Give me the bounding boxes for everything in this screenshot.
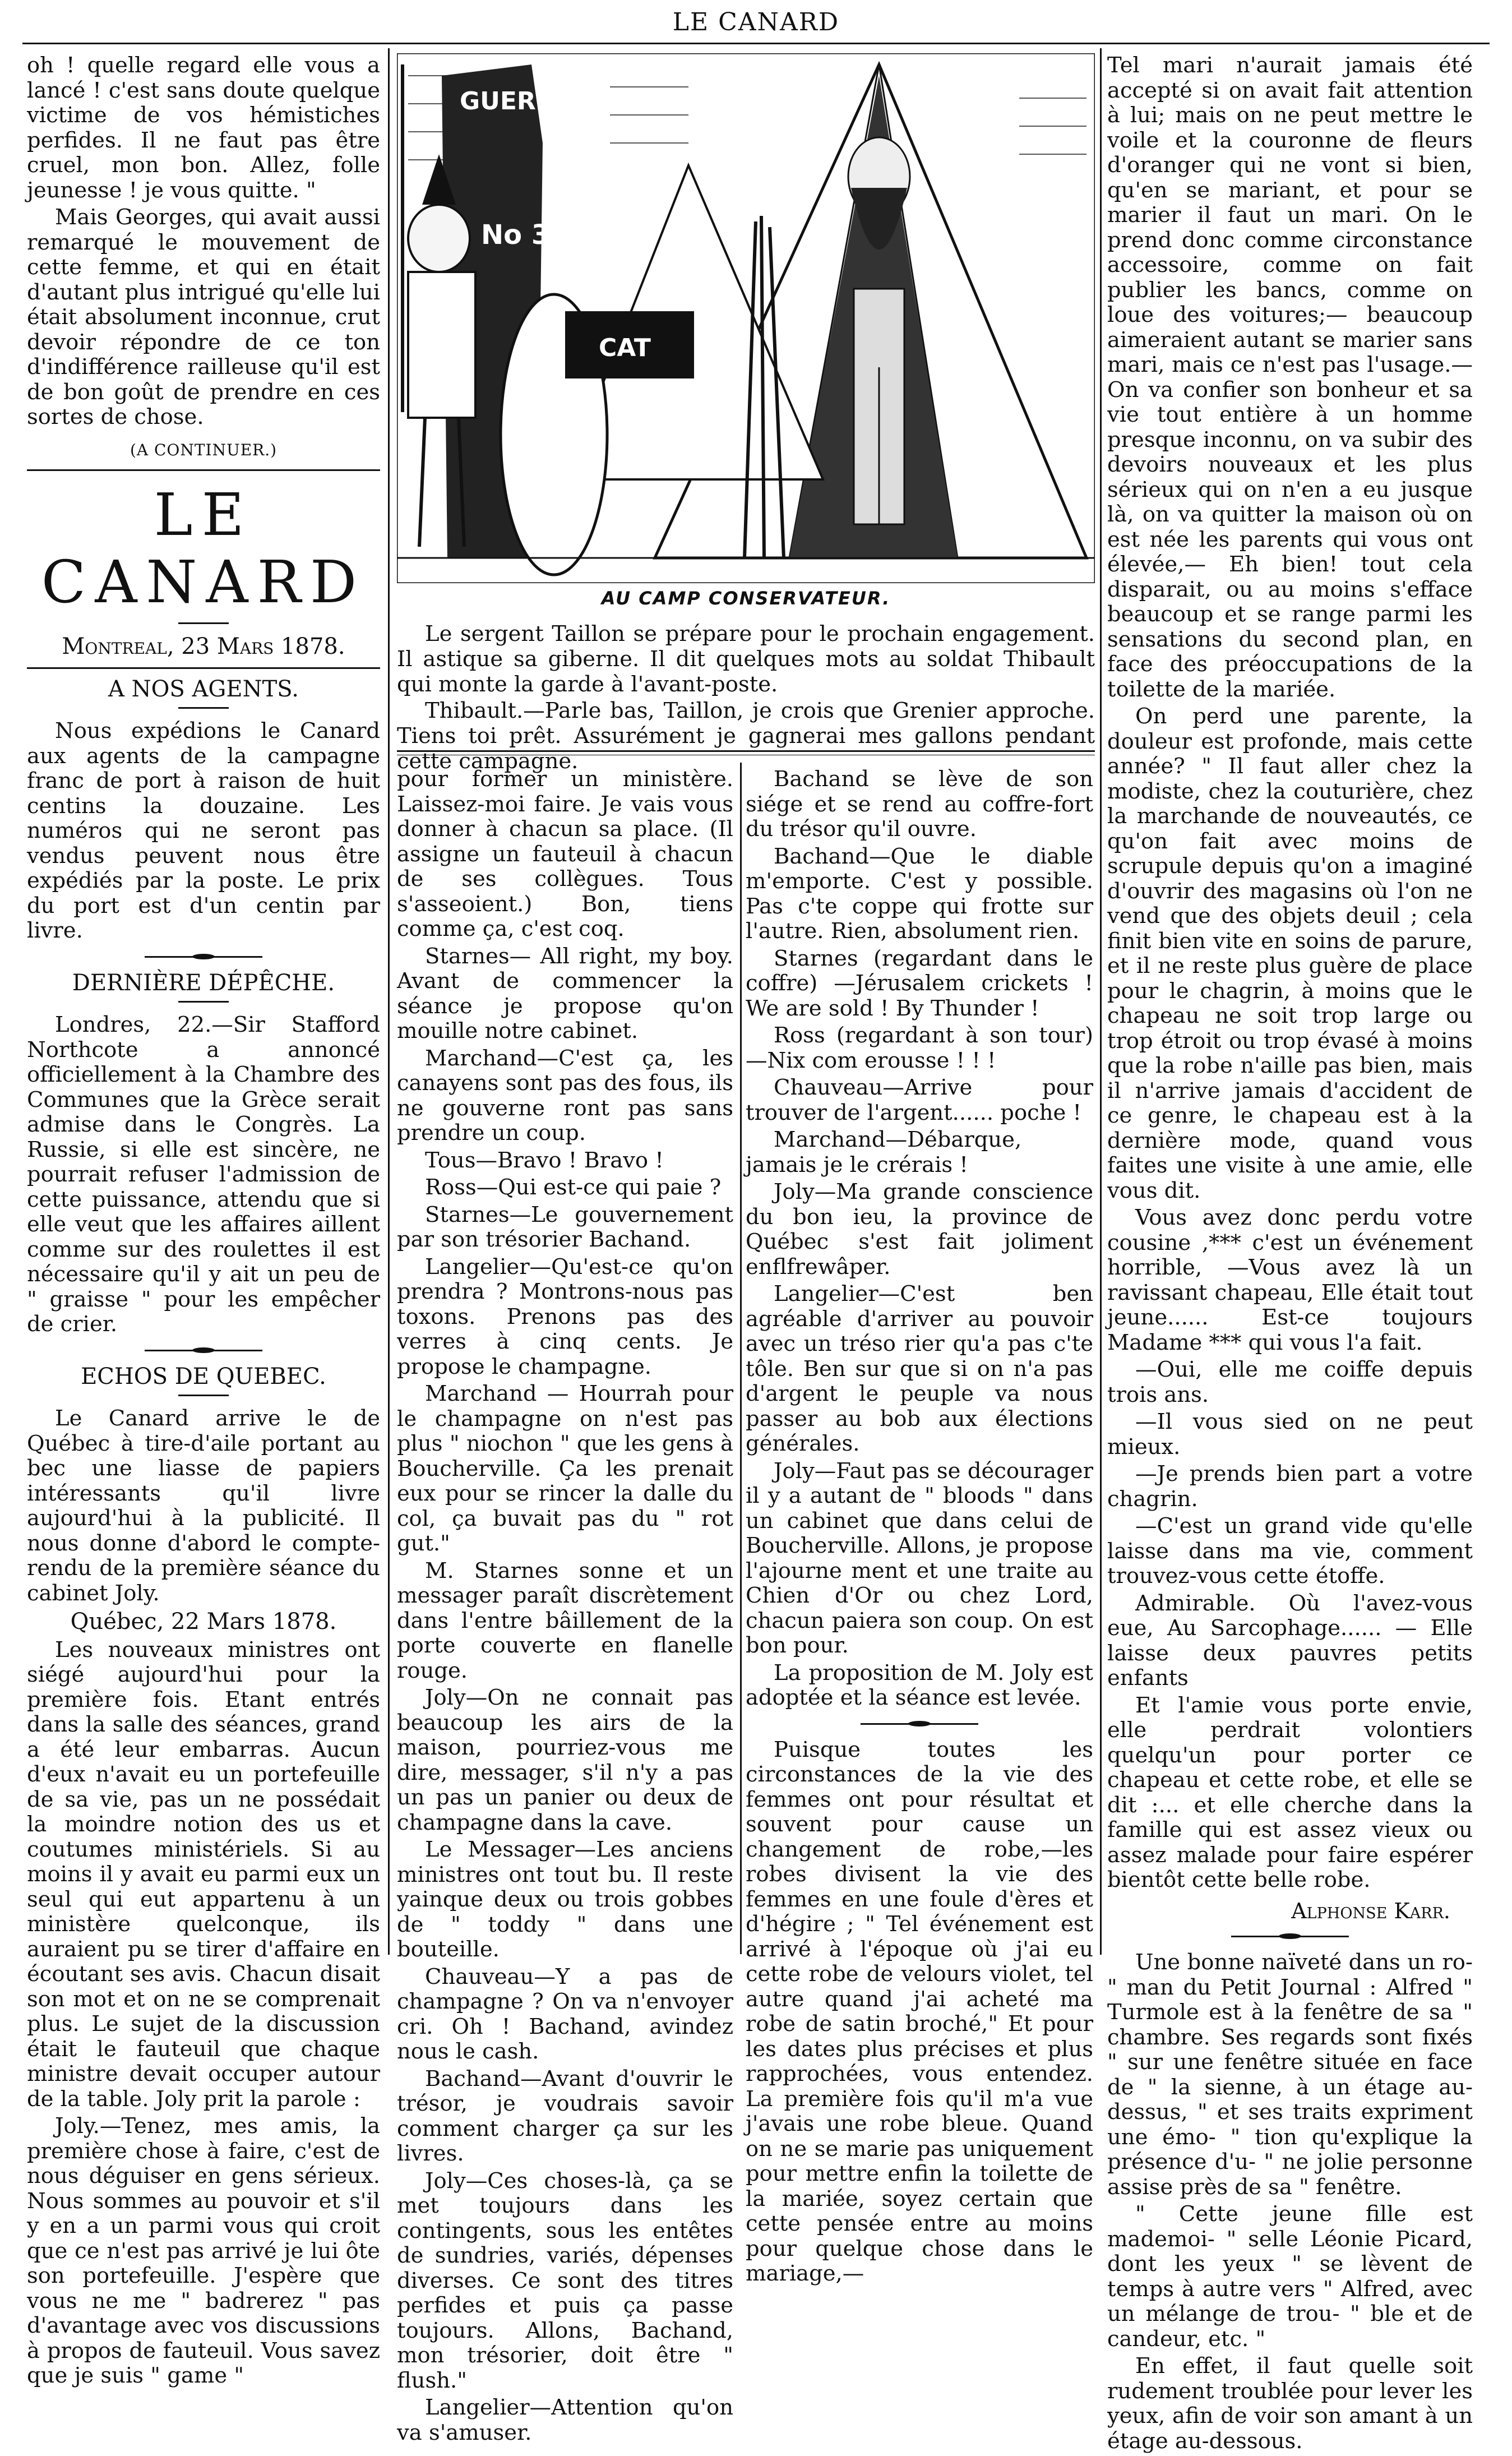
left-column	[27, 53, 380, 2391]
naivete-paragraph: En effet, il faut quelle soit rudement troublée pour lever les yeux, afin de voir son amant à un étage au-dessous.	[1107, 2353, 1473, 2454]
echos-paragraph: Joly.—Tenez, mes amis, la première chose à faire, c'est de nous déguiser en gens sérieux. Nous sommes au pouvoir et s'il y en a un parmi vous qui croit que ce n'est pas arrivé je lui ôte son portefeuille. J'espère que vous ne me " badrerez " pas d'avantage avec vos discussions à propos de fauteuil. Vous savez que je suis " game "	[27, 2113, 380, 2388]
dialogue-paragraph: Starnes (regardant dans le coffre) —Jérusalem crickets ! We are sold ! By Thunder !	[746, 945, 1093, 1021]
naivete-paragraph: Une bonne naïveté dans un ro- " man du Petit Journal : Alfred " Turmole est à la fenêtre de sa " chambre. Ses regards sont fixés " sur une fenêtre située en face de " la sienne, à un étage au-dessus, " et ses traits expriment une émo- " tion qu'explique la présence d'u- " ne jolie personne assise près de sa " fenêtre.	[1107, 1950, 1473, 2200]
camp-illustration	[397, 53, 1095, 583]
ornament-rule	[145, 1349, 262, 1352]
robes-paragraph: Puisque toutes les circonstances de la vie des femmes ont pour résultat et souvent pour cause un changement de robe,—les robes divisent la vie des femmes en une foule d'ères et d'hégire ; " Tel événement est arrivé à l'époque où j'ai eu cette robe de velours violet, tel autre quand j'ai acheté ma robe de satin broché," Et pour les dates plus précises et plus rapprochées, vous entendez. La première fois qu'il m'a vue j'avais une robe bleue. Quand on ne se marie pas uniquement pour mettre enfin la toilette de la mariée, soyez certain que cette pensée entre au moins pour quelque chose dans le mariage,—	[746, 1737, 1093, 2286]
story-rule	[397, 750, 1095, 752]
masthead: LE CANARD	[41, 481, 366, 616]
dialogue-paragraph: Ross (regardant à son tour)—Nix com erousse ! ! !	[746, 1023, 1093, 1073]
illustration-caption: AU CAMP CONSERVATEUR.	[601, 588, 891, 609]
ornament-rule	[1231, 1935, 1349, 1938]
echos-heading: ECHOS DE QUEBEC.	[81, 1363, 326, 1389]
middle-column-1	[397, 767, 733, 2448]
dialogue-paragraph: Chauveau—Y a pas de champagne ? On va n'envoyer cri. Oh ! Bachand, avindez nous le cash.	[397, 1964, 733, 2064]
author-signature: Alphonse Karr.	[1291, 1898, 1450, 1923]
dialogue-paragraph: Joly—On ne connait pas beaucoup les airs de la maison, pourriez-vous me dire, messager, s'il n'y a pas un pas un panier ou deux de champagne dans la cave.	[397, 1685, 733, 1835]
dialogue-paragraph: Bachand—Que le diable m'emporte. C'est y possible. Pas c'te coppe qui frotte sur l'autre. Rien, absolument rien.	[746, 843, 1093, 944]
short-rule	[178, 707, 229, 709]
ornament-rule	[861, 1722, 978, 1725]
story-paragraph: Thibault.—Parle bas, Taillon, je crois que Grenier approche. Tiens toi prêt. Assurément je gagnerai mes gallons pendant cette campagne.	[397, 698, 1095, 774]
dialogue-paragraph: Marchand—Débarque, jamais je le crérais !	[746, 1127, 1022, 1178]
robes-paragraph: —Je prends bien part a votre chagrin.	[1107, 1461, 1473, 1512]
sentry-box-label: GUERITE	[460, 87, 579, 116]
section-rule	[27, 667, 380, 669]
naivete-paragraph: " Cette jeune fille est mademoi- " selle Léonie Picard, dont les yeux " se lèvent de temps à autre vers " Alfred, avec un mélange de trou- " ble et de candeur, etc. "	[1107, 2201, 1473, 2352]
dialogue-paragraph: Joly—Faut pas se décourager il y a autant de " bloods " dans un cabinet que dans celui de Boucherville. Allons, je propose l'ajourne ment et une traite au Chien d'Or ou chez Lord, chacun paiera son coup. On est bon pour.	[746, 1458, 1093, 1658]
echos-dateline: Québec, 22 Mars 1878.	[70, 1609, 337, 1635]
dialogue-paragraph: Starnes— All right, my boy. Avant de commencer la séance je propose qu'on mouille notre cabinet.	[397, 943, 733, 1044]
dialogue-paragraph: Tous—Bravo ! Bravo !	[425, 1147, 664, 1173]
right-column	[1107, 53, 1473, 2456]
echos-paragraph: Les nouveaux ministres ont siégé aujourd'hui pour la première fois. Etant entrés dans la salle des séances, grand a été leur embarras. Aucun d'eux n'avait eu un portefeuille de sa vie, pas un ne possédait la moindre notion des us et coutumes ministériels. Si au moins il y avait eu parmi eux un seul qui eut appartenu à un ministère quelconque, ils auraient pu se tirer d'affaire en écoutant ses avis. Chacun disait son mot et on ne se comprenait plus. Le sujet de la discussion était le fauteuil que chaque ministre devait occuper autour de la table. Joly prit la parole :	[27, 1637, 380, 2112]
ornament-rule	[145, 955, 262, 958]
middle-column-2	[746, 767, 1093, 2289]
dialogue-paragraph: Marchand—C'est ça, les canayens sont pas des fous, ils ne gouverne ront pas sans prendre un coup.	[397, 1045, 733, 1146]
feuilleton-text: oh ! quelle regard elle vous a lancé ! c'est sans doute quelque victime de vos hémistiches perfides. Il ne faut pas être cruel, mon bon. Allez, folle jeunesse ! je vous quitte. "	[27, 53, 380, 203]
robes-paragraph: Et l'amie vous porte envie, elle perdrait volontiers quelqu'un pour porter ce chapeau et cette robe, et elle se dit :... et elle cherche dans la famille qui est assez vieux ou assez malade pour faire espérer bientôt cette belle robe.	[1107, 1692, 1473, 1892]
running-title: LE CANARD	[672, 8, 840, 36]
robes-paragraph: On perd une parente, la douleur est profonde, mais cette année? " Il faut aller chez la modiste, chez la couturière, chez la marchande de nouveautés, ce qu'on fait avec moins de scrupule depuis qu'on a imaginé d'ouvrir des magasins où l'on ne vend que des objets deuil ; cela finit bien vite en soins de parure, et il ne reste plus guère de place pour le chagrin, à moins que le chapeau ne soit trop large ou trop étroit ou trop évasé à moins que la robe n'aille pas bien, mais il n'arrive jamais d'accident de ce genre, le chapeau est à la dernière mode, quand vous faites une visite à une amie, elle vous dit.	[1107, 704, 1473, 1203]
dialogue-paragraph: Bachand se lève de son siége et se rend au coffre-fort du trésor qu'il ouvre.	[746, 767, 1093, 842]
column-rule-right	[1100, 48, 1102, 1955]
top-rule	[22, 43, 1490, 44]
dialogue-paragraph: Langelier—Attention qu'on va s'amuser.	[397, 2395, 733, 2445]
feuilleton-text: Mais Georges, qui avait aussi remarqué le mouvement de cette femme, et qui en était d'autant plus intrigué qu'elle lui était absolument inconnue, crut devoir répondre de ce ton d'indifférence railleuse qu'il est de bon goût de prendre en ces sortes de chose.	[27, 205, 380, 430]
agents-heading: A NOS AGENTS.	[108, 676, 299, 702]
agents-text: Nous expédions le Canard aux agents de la campagne franc de port à raison de huit centins la douzaine. Les numéros qui ne seront pas vendus peuvent nous être expédiés par la poste. Le prix du port est d'un centin par livre.	[27, 718, 380, 943]
dialogue-paragraph: pour former un ministère. Laissez-moi faire. Je vais vous donner à chacun sa place. (Il assigne un fauteuil à chacun de ses collègues. Tous s'asseoient.) Bon, tiens comme ça, c'est coq.	[397, 767, 733, 941]
section-rule	[27, 469, 380, 471]
depeche-text: Londres, 22.—Sir Stafford Northcote a annoncé officiellement à la Chambre des Communes que la Grèce serait admise dans le Congrès. La Russie, si elle est sincère, ne pourrait refuser l'admission de cette puissance, attendu que si elle veut que les affaires aillent comme sur des roulettes il est nécessaire qu'il y ait un peu de " graisse " pour les empêcher de crier.	[27, 1012, 380, 1337]
sentry-box-number: No 36	[481, 219, 569, 251]
depeche-heading: DERNIÈRE DÉPÊCHE.	[72, 970, 335, 996]
short-rule	[178, 622, 229, 624]
robes-paragraph: —Il vous sied on ne peut mieux.	[1107, 1409, 1473, 1460]
dialogue-paragraph: La proposition de M. Joly est adoptée et la séance est levée.	[746, 1660, 1093, 1710]
dialogue-paragraph: Starnes—Le gouvernement par son trésorier Bachand.	[397, 1202, 733, 1252]
continue-note: (A CONTINUER.)	[130, 440, 278, 459]
dialogue-paragraph: M. Starnes sonne et un messager paraît discrètement dans l'entre bâillement de la porte couverte en flanelle rouge.	[397, 1558, 733, 1683]
robes-paragraph: Admirable. Où l'avez-vous eue, Au Sarcophage...... — Elle laisse deux pauvres petits enfants	[1107, 1590, 1473, 1691]
dialogue-paragraph: Marchand — Hourrah pour le champagne on n'est pas plus " niochon " que les gens à Boucherville. Ça les prenait eux pour se rincer la dalle du col, ça buvait pas du " rot gut."	[397, 1381, 733, 1556]
crate-label: CAT	[599, 334, 651, 362]
column-rule-left	[388, 48, 390, 1955]
dialogue-paragraph: Joly—Ces choses-là, ça se met toujours dans les contingents, sous les entêtes de sundries, variés, dépenses diverses. Ce sont des titres perfides et puis ça passe toujours. Allons, Bachand, mon trésorier, doit être " flush."	[397, 2168, 733, 2393]
short-rule	[178, 1001, 229, 1003]
echos-intro: Le Canard arrive le de Québec à tire-d'aile portant au bec une liasse de papiers intéressants qu'il livre aujourd'hui à la publicité. Il nous donne d'abord le compte-rendu de la première séance du cabinet Joly.	[27, 1406, 380, 1606]
dialogue-paragraph: Langelier—Qu'est-ce qu'on prendra ? Montrons-nous pas toxons. Prenons pas des verres à cinq cents. Je propose le champagne.	[397, 1254, 733, 1379]
story-paragraph: Le sergent Taillon se prépare pour le prochain engagement. Il astique sa giberne. Il dit quelques mots au soldat Thibault qui monte la garde à l'avant-poste.	[397, 621, 1095, 697]
short-rule	[178, 1395, 229, 1396]
dialogue-paragraph: Chauveau—Arrive pour trouver de l'argent...... poche !	[746, 1075, 1093, 1125]
dialogue-paragraph: Ross—Qui est-ce qui paie ?	[425, 1175, 722, 1200]
column-rule-middle	[740, 763, 742, 1954]
dialogue-paragraph: Joly—Ma grande conscience du bon ieu, la province de Québec s'est fait joliment enflfrewâper.	[746, 1179, 1093, 1280]
robes-paragraph: —C'est un grand vide qu'elle laisse dans ma vie, comment trouvez-vous cette étoffe.	[1107, 1513, 1473, 1589]
dialogue-paragraph: Le Messager—Les anciens ministres ont tout bu. Il reste yainque deux ou trois gobbes de " toddy " dans une bouteille.	[397, 1837, 733, 1962]
robes-paragraph: —Oui, elle me coiffe depuis trois ans.	[1107, 1357, 1473, 1407]
dialogue-paragraph: Bachand—Avant d'ouvrir le trésor, je voudrais savoir comment charger ça sur les livres.	[397, 2066, 733, 2166]
robes-paragraph: Vous avez donc perdu votre cousine ,*** c'est un événement horrible, —Vous avez là un ravissant chapeau, Elle était tout jeune...... Est-ce toujours Madame *** qui vous l'a fait.	[1107, 1205, 1473, 1355]
dateline: Montreal, 23 Mars 1878.	[62, 634, 345, 659]
robes-paragraph: Tel mari n'aurait jamais été accepté si on avait fait attention à lui; mais on ne peut mettre le voile et la couronne de fleurs d'oranger qui ne vont si bien, qu'en se mariant, et pour se marier il faut un mari. On le prend donc comme circonstance accessoire, comme on fait publier les bancs, comme on loue des voitures;— beaucoup aimeraient autant se marier sans mari, mais ce n'est pas l'usage.— On va confier son bonheur et sa vie tout entière à un homme presque inconnu, on va subir des devoirs nouveaux et les plus sérieux qui on n'en a eu jusque là, on va quitter la maison où on est née les parents qui vous ont élevée,— Eh bien! tout cela disparait, ou au moins s'efface beaucoup et se range parmi les sensations du second plan, en face des préoccupations de la toilette de la mariée.	[1107, 53, 1473, 702]
dialogue-paragraph: Langelier—C'est ben agréable d'arriver au pouvoir avec un tréso rier qu'a pas c'te tôle. Ben sur que si on n'a pas d'argent le peuple va nous passer au bob aux élections générales.	[746, 1281, 1093, 1456]
